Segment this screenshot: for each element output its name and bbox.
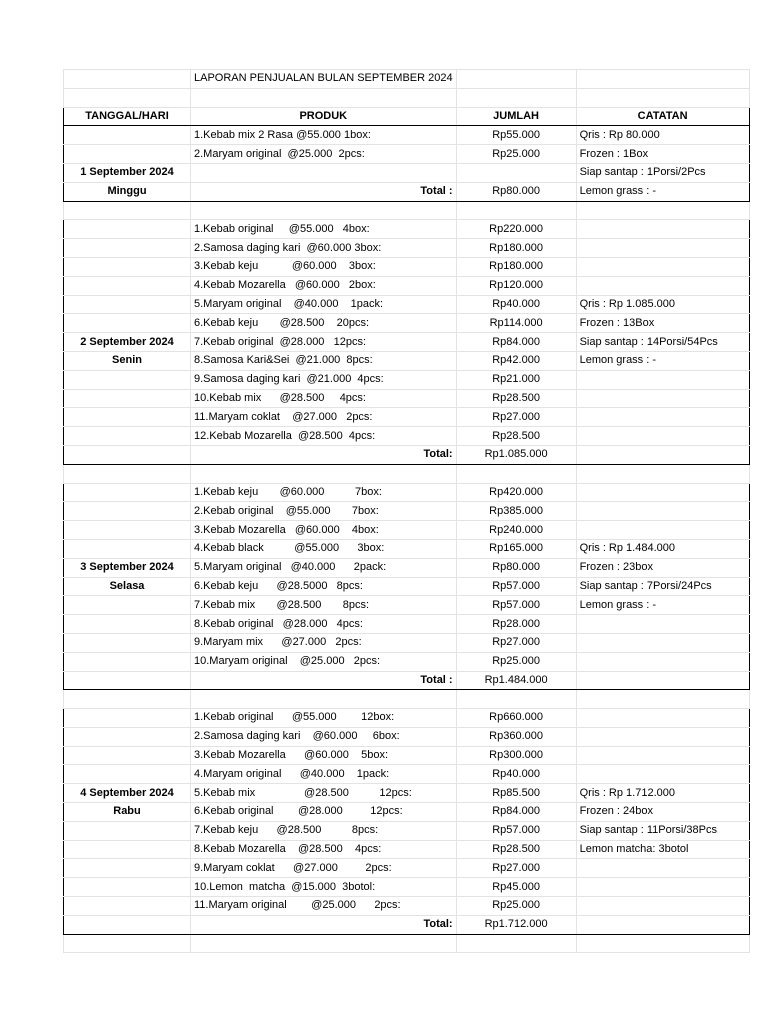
date-cell[interactable] (64, 314, 191, 333)
blank-cell[interactable] (576, 201, 749, 220)
amount-cell[interactable]: Rp28.500 (456, 389, 576, 408)
report-title[interactable]: LAPORAN PENJUALAN BULAN SEPTEMBER 2024 (191, 70, 457, 89)
note-cell[interactable]: Frozen : 24box (576, 803, 749, 822)
date-cell[interactable] (64, 915, 191, 934)
date-cell[interactable] (64, 145, 191, 164)
date-cell[interactable] (64, 652, 191, 671)
note-cell[interactable]: Lemon matcha: 3botol (576, 840, 749, 859)
amount-cell[interactable]: Rp27.000 (456, 633, 576, 652)
note-cell[interactable] (576, 239, 749, 258)
table-row (64, 521, 750, 540)
product-cell[interactable]: 1.Kebab keju @60.000 7box: (191, 483, 457, 502)
product-cell[interactable]: 7.Kebab original @28.000 12pcs: (191, 333, 457, 352)
product-cell[interactable]: 5.Maryam original @40.000 2pack: (191, 558, 457, 577)
table-row (64, 765, 750, 784)
table-row (64, 577, 750, 596)
amount-cell[interactable]: Rp240.000 (456, 521, 576, 540)
product-cell[interactable]: 4.Maryam original @40.000 1pack: (191, 765, 457, 784)
note-cell[interactable]: Lemon grass : - (576, 351, 749, 370)
table-row (64, 257, 750, 276)
note-cell[interactable]: Siap santap : 14Porsi/54Pcs (576, 333, 749, 352)
amount-cell[interactable]: Rp84.000 (456, 803, 576, 822)
product-cell[interactable]: 10.Maryam original @25.000 2pcs: (191, 652, 457, 671)
blank-cell[interactable] (191, 201, 457, 220)
note-cell[interactable] (576, 389, 749, 408)
blank-cell[interactable] (191, 690, 457, 709)
blank-cell[interactable] (64, 201, 191, 220)
total-row (64, 182, 750, 201)
amount-cell[interactable]: Rp28.000 (456, 615, 576, 634)
table-row (64, 878, 750, 897)
day-label[interactable]: Selasa (64, 577, 191, 596)
date-cell[interactable] (64, 389, 191, 408)
table-row (64, 821, 750, 840)
date-cell[interactable] (64, 445, 191, 464)
note-cell[interactable]: Lemon grass : - (576, 182, 749, 201)
note-cell[interactable] (576, 671, 749, 690)
amount-cell[interactable]: Rp21.000 (456, 370, 576, 389)
date-cell[interactable] (64, 257, 191, 276)
note-cell[interactable] (576, 615, 749, 634)
header-product[interactable]: PRODUK (191, 107, 457, 126)
date-label[interactable]: 4 September 2024 (64, 784, 191, 803)
note-cell[interactable] (576, 445, 749, 464)
note-cell[interactable] (576, 652, 749, 671)
product-cell[interactable]: 5.Maryam original @40.000 1pack: (191, 295, 457, 314)
table-row (64, 427, 750, 446)
product-cell[interactable]: 2.Maryam original @25.000 2pcs: (191, 145, 457, 164)
blank-cell[interactable] (191, 934, 457, 953)
total-label[interactable]: Total: (191, 445, 457, 464)
amount-cell[interactable]: Rp42.000 (456, 351, 576, 370)
table-row (64, 558, 750, 577)
total-amount[interactable]: Rp1.085.000 (456, 445, 576, 464)
table-row (64, 126, 750, 145)
spacer-row (64, 934, 750, 953)
day-label[interactable]: Senin (64, 351, 191, 370)
amount-cell[interactable]: Rp28.500 (456, 840, 576, 859)
note-cell[interactable] (576, 878, 749, 897)
table-row (64, 633, 750, 652)
date-cell[interactable] (64, 220, 191, 239)
table-row (64, 163, 750, 182)
amount-cell[interactable]: Rp28.500 (456, 427, 576, 446)
amount-cell[interactable]: Rp80.000 (456, 558, 576, 577)
product-cell[interactable]: 3.Kebab Mozarella @60.000 4box: (191, 521, 457, 540)
product-cell[interactable]: 3.Kebab Mozarella @60.000 5box: (191, 746, 457, 765)
date-cell[interactable] (64, 727, 191, 746)
table-row (64, 145, 750, 164)
blank-cell[interactable] (64, 934, 191, 953)
amount-cell[interactable]: Rp45.000 (456, 878, 576, 897)
total-amount[interactable]: Rp1.484.000 (456, 671, 576, 690)
blank-cell[interactable] (64, 464, 191, 483)
blank-cell[interactable] (456, 934, 576, 953)
date-label[interactable]: 3 September 2024 (64, 558, 191, 577)
date-cell[interactable] (64, 615, 191, 634)
spacer-row (64, 690, 750, 709)
blank-cell[interactable] (576, 690, 749, 709)
blank-cell[interactable] (576, 934, 749, 953)
product-cell[interactable]: 2.Samosa daging kari @60.000 6box: (191, 727, 457, 746)
date-cell[interactable] (64, 427, 191, 446)
blank-cell[interactable] (576, 464, 749, 483)
header-row (64, 107, 750, 126)
blank-cell[interactable] (191, 88, 457, 107)
amount-cell[interactable] (456, 163, 576, 182)
note-cell[interactable] (576, 370, 749, 389)
product-cell[interactable]: 5.Kebab mix @28.500 12pcs: (191, 784, 457, 803)
amount-cell[interactable]: Rp27.000 (456, 408, 576, 427)
spacer-row (64, 201, 750, 220)
note-cell[interactable] (576, 276, 749, 295)
product-cell[interactable]: 8.Samosa Kari&Sei @21.000 8pcs: (191, 351, 457, 370)
table-row (64, 502, 750, 521)
table-row (64, 859, 750, 878)
date-cell[interactable] (64, 765, 191, 784)
date-cell[interactable] (64, 859, 191, 878)
product-cell[interactable] (191, 163, 457, 182)
note-cell[interactable]: Qris : Rp 1.712.000 (576, 784, 749, 803)
product-cell[interactable]: 6.Kebab keju @28.500 20pcs: (191, 314, 457, 333)
product-cell[interactable]: 6.Kebab original @28.000 12pcs: (191, 803, 457, 822)
title-row (64, 70, 750, 89)
product-cell[interactable]: 7.Kebab mix @28.500 8pcs: (191, 596, 457, 615)
blank-cell[interactable] (456, 88, 576, 107)
table-row (64, 652, 750, 671)
report-body (64, 70, 750, 953)
date-label[interactable]: 2 September 2024 (64, 333, 191, 352)
table-row (64, 483, 750, 502)
table-row (64, 746, 750, 765)
blank-cell[interactable] (456, 690, 576, 709)
amount-cell[interactable]: Rp385.000 (456, 502, 576, 521)
table-row (64, 220, 750, 239)
table-row (64, 314, 750, 333)
note-cell[interactable] (576, 257, 749, 276)
note-cell[interactable] (576, 709, 749, 728)
amount-cell[interactable]: Rp57.000 (456, 577, 576, 596)
date-cell[interactable] (64, 539, 191, 558)
product-cell[interactable]: 9.Samosa daging kari @21.000 4pcs: (191, 370, 457, 389)
product-cell[interactable]: 8.Kebab original @28.000 4pcs: (191, 615, 457, 634)
blank-cell[interactable] (576, 70, 749, 89)
blank-cell[interactable] (64, 70, 191, 89)
date-cell[interactable] (64, 821, 191, 840)
date-cell[interactable] (64, 897, 191, 916)
date-cell[interactable] (64, 276, 191, 295)
table-row (64, 333, 750, 352)
note-cell[interactable] (576, 746, 749, 765)
day-label[interactable]: Minggu (64, 182, 191, 201)
note-cell[interactable]: Siap santap : 1Porsi/2Pcs (576, 163, 749, 182)
amount-cell[interactable]: Rp165.000 (456, 539, 576, 558)
date-cell[interactable] (64, 126, 191, 145)
total-label[interactable]: Total: (191, 915, 457, 934)
amount-cell[interactable]: Rp220.000 (456, 220, 576, 239)
total-row (64, 445, 750, 464)
table-row (64, 389, 750, 408)
amount-cell[interactable]: Rp40.000 (456, 765, 576, 784)
total-amount[interactable]: Rp1.712.000 (456, 915, 576, 934)
product-cell[interactable]: 10.Lemon matcha @15.000 3botol: (191, 878, 457, 897)
product-cell[interactable]: 4.Kebab Mozarella @60.000 2box: (191, 276, 457, 295)
note-cell[interactable]: Qris : Rp 80.000 (576, 126, 749, 145)
amount-cell[interactable]: Rp25.000 (456, 145, 576, 164)
amount-cell[interactable]: Rp25.000 (456, 652, 576, 671)
product-cell[interactable]: 2.Samosa daging kari @60.000 3box: (191, 239, 457, 258)
header-amount[interactable]: JUMLAH (456, 107, 576, 126)
amount-cell[interactable]: Rp84.000 (456, 333, 576, 352)
note-cell[interactable] (576, 408, 749, 427)
date-cell[interactable] (64, 596, 191, 615)
amount-cell[interactable]: Rp55.000 (456, 126, 576, 145)
product-cell[interactable]: 11.Maryam coklat @27.000 2pcs: (191, 408, 457, 427)
product-cell[interactable]: 10.Kebab mix @28.500 4pcs: (191, 389, 457, 408)
product-cell[interactable]: 11.Maryam original @25.000 2pcs: (191, 897, 457, 916)
date-cell[interactable] (64, 502, 191, 521)
amount-cell[interactable]: Rp360.000 (456, 727, 576, 746)
table-row (64, 239, 750, 258)
table-row (64, 840, 750, 859)
product-cell[interactable]: 4.Kebab black @55.000 3box: (191, 539, 457, 558)
note-cell[interactable]: Lemon grass : - (576, 596, 749, 615)
amount-cell[interactable]: Rp57.000 (456, 821, 576, 840)
table-row (64, 596, 750, 615)
amount-cell[interactable]: Rp85.500 (456, 784, 576, 803)
note-cell[interactable]: Qris : Rp 1.484.000 (576, 539, 749, 558)
spacer-row (64, 88, 750, 107)
note-cell[interactable]: Qris : Rp 1.085.000 (576, 295, 749, 314)
note-cell[interactable] (576, 897, 749, 916)
note-cell[interactable]: Frozen : 1Box (576, 145, 749, 164)
date-cell[interactable] (64, 239, 191, 258)
table-row (64, 539, 750, 558)
amount-cell[interactable]: Rp180.000 (456, 257, 576, 276)
amount-cell[interactable]: Rp27.000 (456, 859, 576, 878)
note-cell[interactable] (576, 859, 749, 878)
date-cell[interactable] (64, 295, 191, 314)
total-label[interactable]: Total : (191, 671, 457, 690)
product-cell[interactable]: 1.Kebab original @55.000 4box: (191, 220, 457, 239)
amount-cell[interactable]: Rp300.000 (456, 746, 576, 765)
table-row (64, 784, 750, 803)
product-cell[interactable]: 2.Kebab original @55.000 7box: (191, 502, 457, 521)
date-cell[interactable] (64, 671, 191, 690)
amount-cell[interactable]: Rp57.000 (456, 596, 576, 615)
note-cell[interactable]: Frozen : 23box (576, 558, 749, 577)
blank-cell[interactable] (456, 464, 576, 483)
date-cell[interactable] (64, 483, 191, 502)
product-cell[interactable]: 3.Kebab keju @60.000 3box: (191, 257, 457, 276)
total-row (64, 915, 750, 934)
product-cell[interactable]: 9.Maryam mix @27.000 2pcs: (191, 633, 457, 652)
table-row (64, 276, 750, 295)
table-row (64, 370, 750, 389)
spacer-row (64, 464, 750, 483)
header-notes[interactable]: CATATAN (576, 107, 749, 126)
date-cell[interactable] (64, 370, 191, 389)
date-cell[interactable] (64, 408, 191, 427)
date-cell[interactable] (64, 840, 191, 859)
note-cell[interactable] (576, 521, 749, 540)
product-cell[interactable]: 1.Kebab mix 2 Rasa @55.000 1box: (191, 126, 457, 145)
note-cell[interactable]: Frozen : 13Box (576, 314, 749, 333)
blank-cell[interactable] (64, 690, 191, 709)
note-cell[interactable] (576, 915, 749, 934)
product-cell[interactable]: 7.Kebab keju @28.500 8pcs: (191, 821, 457, 840)
total-row (64, 671, 750, 690)
blank-cell[interactable] (576, 88, 749, 107)
blank-cell[interactable] (456, 70, 576, 89)
total-label[interactable]: Total : (191, 182, 457, 201)
note-cell[interactable] (576, 502, 749, 521)
amount-cell[interactable]: Rp180.000 (456, 239, 576, 258)
sales-report-table (63, 69, 750, 953)
amount-cell[interactable]: Rp120.000 (456, 276, 576, 295)
amount-cell[interactable]: Rp420.000 (456, 483, 576, 502)
product-cell[interactable]: 8.Kebab Mozarella @28.500 4pcs: (191, 840, 457, 859)
table-row (64, 709, 750, 728)
amount-cell[interactable]: Rp660.000 (456, 709, 576, 728)
date-cell[interactable] (64, 633, 191, 652)
blank-cell[interactable] (64, 88, 191, 107)
date-cell[interactable] (64, 746, 191, 765)
blank-cell[interactable] (191, 464, 457, 483)
table-row (64, 351, 750, 370)
amount-cell[interactable]: Rp114.000 (456, 314, 576, 333)
date-cell[interactable] (64, 709, 191, 728)
amount-cell[interactable]: Rp40.000 (456, 295, 576, 314)
product-cell[interactable]: 9.Maryam coklat @27.000 2pcs: (191, 859, 457, 878)
table-row (64, 295, 750, 314)
day-label[interactable]: Rabu (64, 803, 191, 822)
note-cell[interactable] (576, 483, 749, 502)
blank-cell[interactable] (456, 201, 576, 220)
table-row (64, 803, 750, 822)
note-cell[interactable] (576, 220, 749, 239)
table-row (64, 897, 750, 916)
amount-cell[interactable]: Rp25.000 (456, 897, 576, 916)
product-cell[interactable]: 1.Kebab original @55.000 12box: (191, 709, 457, 728)
header-date[interactable]: TANGGAL/HARI (64, 107, 191, 126)
table-row (64, 408, 750, 427)
table-row (64, 727, 750, 746)
note-cell[interactable]: Siap santap : 7Porsi/24Pcs (576, 577, 749, 596)
note-cell[interactable] (576, 727, 749, 746)
date-label[interactable]: 1 September 2024 (64, 163, 191, 182)
product-cell[interactable]: 12.Kebab Mozarella @28.500 4pcs: (191, 427, 457, 446)
note-cell[interactable]: Siap santap : 11Porsi/38Pcs (576, 821, 749, 840)
note-cell[interactable] (576, 765, 749, 784)
total-amount[interactable]: Rp80.000 (456, 182, 576, 201)
table-row (64, 615, 750, 634)
date-cell[interactable] (64, 878, 191, 897)
note-cell[interactable] (576, 633, 749, 652)
product-cell[interactable]: 6.Kebab keju @28.5000 8pcs: (191, 577, 457, 596)
note-cell[interactable] (576, 427, 749, 446)
date-cell[interactable] (64, 521, 191, 540)
